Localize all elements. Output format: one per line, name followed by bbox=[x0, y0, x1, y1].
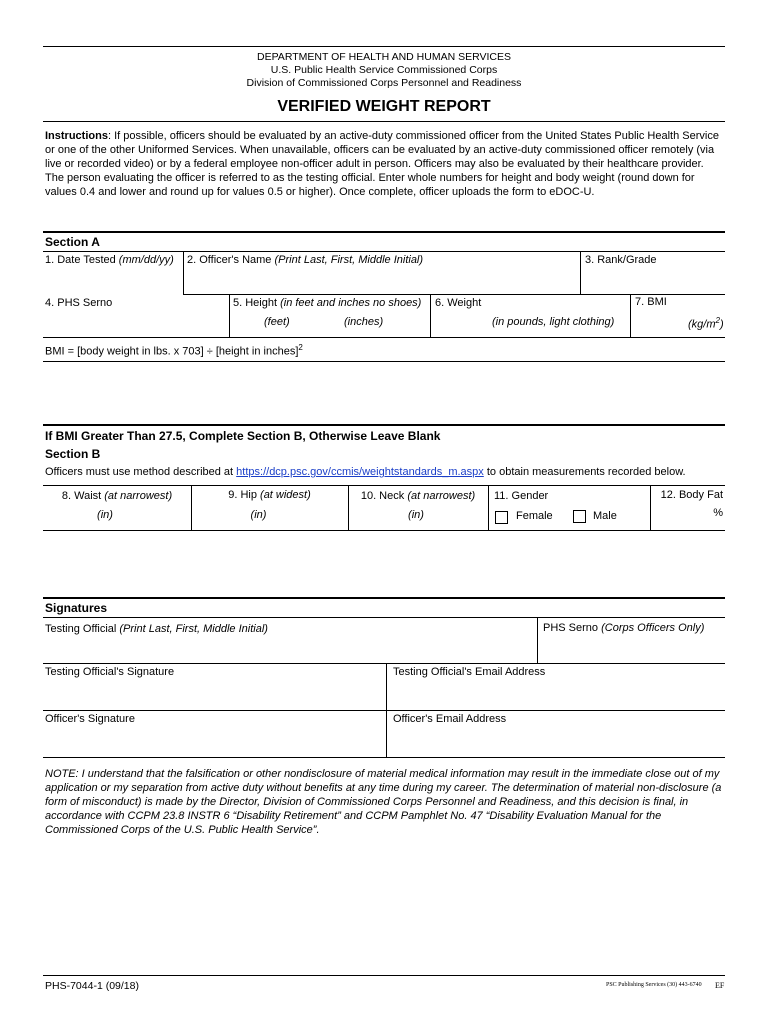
neck-hint: (at narrowest) bbox=[407, 490, 476, 502]
department-name: DEPARTMENT OF HEALTH AND HUMAN SERVICES bbox=[257, 51, 511, 63]
instructions bbox=[45, 129, 723, 199]
signatures-heading: Signatures bbox=[45, 601, 108, 615]
body-fat-label: 12. Body Fat bbox=[660, 489, 723, 501]
divider bbox=[43, 975, 725, 976]
disclosure-note: NOTE: I understand that the falsification or other nondisclosure of material medical information may result in the immediate close out of my application or my separation from active duty without benefits at any time during my career. The determination of material non-disclosure (a form of misconduct) is made by the Director, Division of Commissioned Corps Personnel and Readiness, and this decision is final, in accordance with CCPM 23.8 INSTR 6 “Disability Retirement” and CCPM Pamphlet No. 47 “Disability Evaluation Manual for the Commissioned Corps of the U.S. Public Health Service”. bbox=[45, 768, 722, 836]
testing-official-signature-label: Testing Official's Signature bbox=[45, 666, 175, 678]
divider bbox=[183, 294, 725, 295]
publisher: PSC Publishing Services (30) 443-6740 bbox=[606, 982, 702, 988]
waist-hint: (at narrowest) bbox=[104, 490, 173, 502]
method-text: Officers must use method described at bbox=[45, 466, 234, 478]
division-name: Division of Commissioned Corps Personnel and Readiness bbox=[246, 77, 522, 89]
officer-name-hint: (Print Last, First, Middle Initial) bbox=[274, 254, 424, 266]
form-title: VERIFIED WEIGHT REPORT bbox=[277, 98, 491, 115]
officer-name-label: 2. Officer's Name bbox=[187, 254, 272, 266]
divider bbox=[43, 663, 725, 664]
divider bbox=[43, 617, 725, 618]
phs-serno-label: 4. PHS Serno bbox=[45, 297, 113, 309]
date-tested-hint: (mm/dd/yy) bbox=[118, 254, 174, 266]
male-label: Male bbox=[593, 510, 617, 522]
section-b-method bbox=[45, 466, 686, 478]
divider bbox=[430, 294, 431, 337]
bmi-formula-text: BMI = [body weight in lbs. x 703] ÷ [height in inches] bbox=[45, 345, 299, 358]
feet-hint: (feet) bbox=[264, 316, 290, 328]
neck-unit: (in) bbox=[408, 509, 424, 521]
testing-official-email-label: Testing Official's Email Address bbox=[393, 666, 546, 678]
officer-signature-field[interactable] bbox=[45, 713, 381, 755]
section-b-rule bbox=[43, 424, 725, 426]
hip-hint: (at widest) bbox=[260, 489, 311, 501]
bmi-formula-exponent: 2 bbox=[298, 343, 303, 352]
divider bbox=[43, 530, 725, 531]
divider bbox=[580, 251, 581, 294]
height-hint: (in feet and inches no shoes) bbox=[280, 297, 422, 309]
hip-field[interactable] bbox=[191, 489, 348, 527]
top-rule bbox=[43, 46, 725, 47]
divider bbox=[43, 485, 725, 486]
waist-unit: (in) bbox=[97, 509, 113, 521]
divider bbox=[229, 294, 230, 337]
testing-official-label: Testing Official bbox=[45, 623, 117, 635]
neck-label: 10. Neck bbox=[360, 490, 405, 502]
divider bbox=[183, 251, 184, 294]
body-fat-field[interactable] bbox=[652, 489, 723, 501]
date-tested-field[interactable] bbox=[45, 254, 183, 294]
divider bbox=[43, 361, 725, 362]
testing-official-email-field[interactable] bbox=[393, 666, 723, 708]
section-a-rule bbox=[43, 231, 725, 233]
corps-name: U.S. Public Health Service Commissioned Corps bbox=[270, 64, 498, 76]
section-b-condition: If BMI Greater Than 27.5, Complete Section B, Otherwise Leave Blank bbox=[45, 429, 441, 443]
male-checkbox[interactable] bbox=[573, 510, 586, 523]
female-label: Female bbox=[516, 510, 553, 522]
method-tail: to obtain measurements recorded below. bbox=[486, 466, 686, 478]
gender-label: 11. Gender bbox=[494, 490, 549, 502]
date-tested-label: 1. Date Tested bbox=[45, 254, 116, 266]
instructions-text: : If possible, officers should be evaluated by an active-duty commissioned officer from the United States Public Health Service or one of the other Uniformed Services. When unavailable, officers can be evaluated by an active-duty commissioned officer remotely (via live or recorded video) or by a federal employee non-officer adult in person. Officers may also be evaluated by their healthcare provider. The person evaluating the officer is referred to as the testing official. Enter whole numbers for height and body weight (round down for values 0.4 and lower and round up for values 0.5 or higher). Once complete, officer uploads the form to eDOC-U. bbox=[45, 130, 719, 198]
officer-name-field[interactable] bbox=[187, 254, 577, 294]
weight-hint: (in pounds, light clothing) bbox=[492, 316, 615, 328]
testing-official-name-field[interactable] bbox=[45, 623, 533, 661]
body-fat-unit: % bbox=[713, 507, 723, 519]
divider bbox=[537, 617, 538, 663]
section-a-heading: Section A bbox=[45, 235, 100, 249]
divider bbox=[43, 757, 725, 758]
ef-mark: EF bbox=[715, 981, 725, 990]
phs-serno-field[interactable] bbox=[45, 297, 225, 335]
height-label: 5. Height bbox=[233, 297, 278, 309]
divider bbox=[43, 710, 725, 711]
phs-serno-official-field[interactable] bbox=[543, 622, 723, 660]
form-number: PHS-7044-1 (09/18) bbox=[45, 980, 139, 992]
phs-serno-official-label: PHS Serno bbox=[543, 622, 599, 634]
weight-standards-link[interactable]: https://dcp.psc.gov/ccmis/weightstandards_m.aspx bbox=[236, 466, 484, 478]
testing-official-hint: (Print Last, First, Middle Initial) bbox=[119, 623, 268, 635]
officer-signature-label: Officer's Signature bbox=[45, 713, 135, 725]
bmi-formula bbox=[45, 343, 303, 358]
phs-serno-official-hint: (Corps Officers Only) bbox=[601, 622, 705, 634]
hip-unit: (in) bbox=[250, 509, 267, 521]
bmi-unit-close: ) bbox=[719, 318, 724, 331]
testing-official-signature-field[interactable] bbox=[45, 666, 381, 708]
section-a-header-rule bbox=[43, 251, 725, 252]
bmi-unit bbox=[688, 316, 724, 331]
officer-email-field[interactable] bbox=[393, 713, 723, 755]
divider bbox=[630, 294, 631, 337]
waist-label: 8. Waist bbox=[61, 490, 102, 502]
inches-hint: (inches) bbox=[344, 316, 384, 328]
divider bbox=[488, 485, 489, 530]
rank-grade-field[interactable] bbox=[585, 254, 723, 294]
female-checkbox[interactable] bbox=[495, 511, 508, 524]
hip-label: 9. Hip bbox=[228, 489, 257, 501]
bmi-label: 7. BMI bbox=[635, 296, 667, 308]
height-field[interactable] bbox=[233, 297, 429, 335]
bmi-unit-exponent: 2 bbox=[715, 316, 720, 325]
divider bbox=[43, 337, 725, 338]
title-rule bbox=[43, 121, 725, 122]
bmi-unit-text: (kg/m bbox=[688, 318, 716, 331]
instructions-label: Instructions bbox=[45, 130, 108, 142]
divider bbox=[650, 485, 651, 530]
section-b-heading: Section B bbox=[45, 447, 101, 461]
officer-email-label: Officer's Email Address bbox=[393, 713, 507, 725]
signatures-rule bbox=[43, 597, 725, 599]
rank-grade-label: 3. Rank/Grade bbox=[585, 254, 657, 266]
weight-label: 6. Weight bbox=[435, 297, 482, 309]
